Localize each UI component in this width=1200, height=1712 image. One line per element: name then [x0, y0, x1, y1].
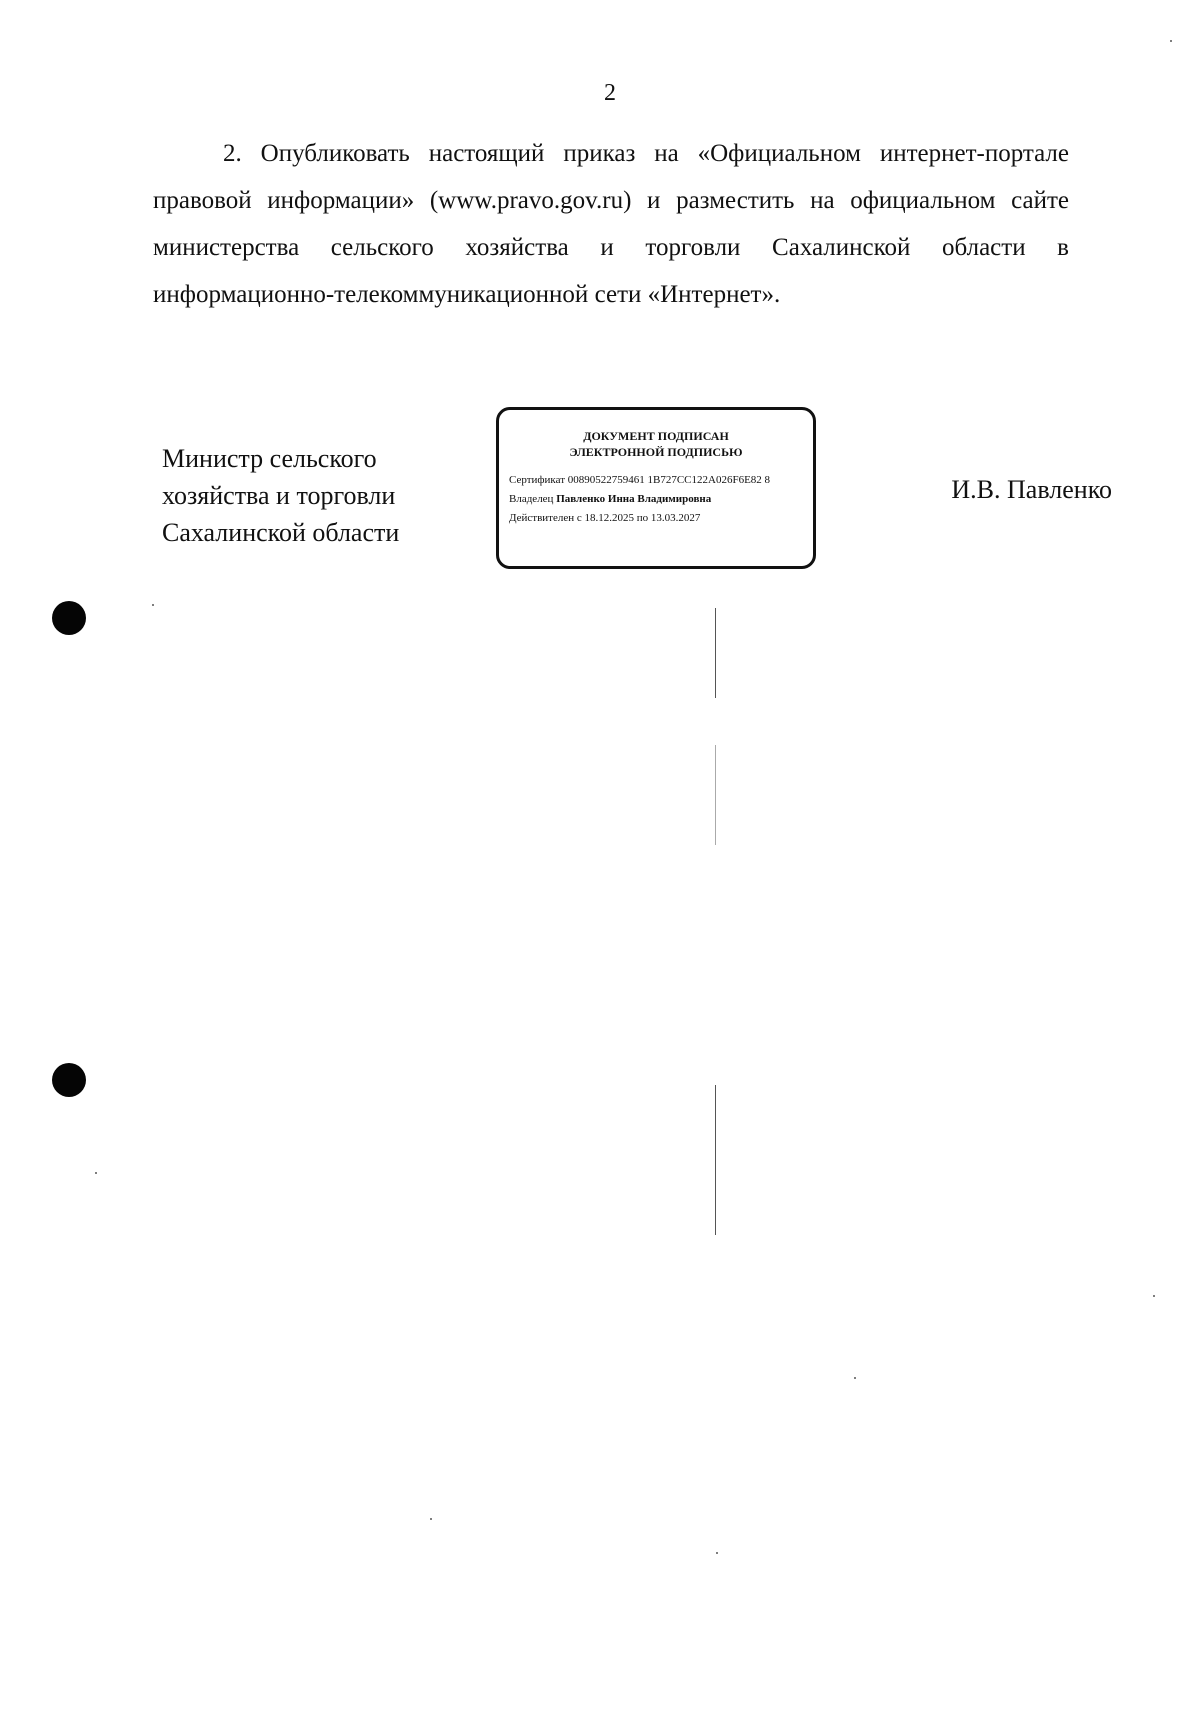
electronic-signature-stamp	[496, 407, 816, 569]
position-line: хозяйства и торговли	[162, 481, 396, 510]
signatory-position	[162, 440, 452, 551]
page-number: 2	[604, 80, 616, 106]
punch-hole	[52, 601, 86, 635]
signer-name: И.В. Павленко	[951, 475, 1112, 504]
scan-artifact-line	[715, 608, 716, 698]
stamp-certificate-label: Сертификат	[509, 474, 565, 486]
punch-hole	[52, 1063, 86, 1097]
stamp-certificate-value: 00890522759461 1B727CC122A026F6E82 8	[567, 474, 771, 486]
position-line: Министр сельского	[162, 444, 377, 473]
scan-speck	[1170, 40, 1172, 42]
scan-speck	[430, 1518, 432, 1520]
stamp-owner	[509, 492, 803, 507]
scan-speck	[95, 1172, 97, 1174]
stamp-validity: Действителен с 18.12.2025 по 13.03.2027	[509, 512, 701, 524]
scan-speck	[1153, 1295, 1155, 1297]
scan-speck	[854, 1377, 856, 1379]
stamp-title-line: ДОКУМЕНТ ПОДПИСАН	[583, 429, 729, 443]
stamp-certificate	[509, 473, 803, 488]
paragraph-publication-clause: 2. Опубликовать настоящий приказ на «Официальном интернет-портале правовой информации» (www.pravo.gov.ru) и разместить на официальном сайте министерства сельского хозяйства и торговли Сахалинской области в информационно-телекоммуникационной сети «Интернет».	[153, 140, 1069, 308]
stamp-owner-value: Павленко Инна Владимировна	[556, 493, 712, 505]
scan-artifact-line	[715, 1085, 716, 1235]
stamp-title-line: ЭЛЕКТРОННОЙ ПОДПИСЬЮ	[569, 445, 743, 459]
scan-artifact-line	[715, 745, 716, 845]
position-line: Сахалинской области	[162, 518, 400, 547]
scan-speck	[152, 604, 154, 606]
scan-speck	[716, 1552, 718, 1554]
stamp-owner-label: Владелец	[509, 493, 554, 505]
